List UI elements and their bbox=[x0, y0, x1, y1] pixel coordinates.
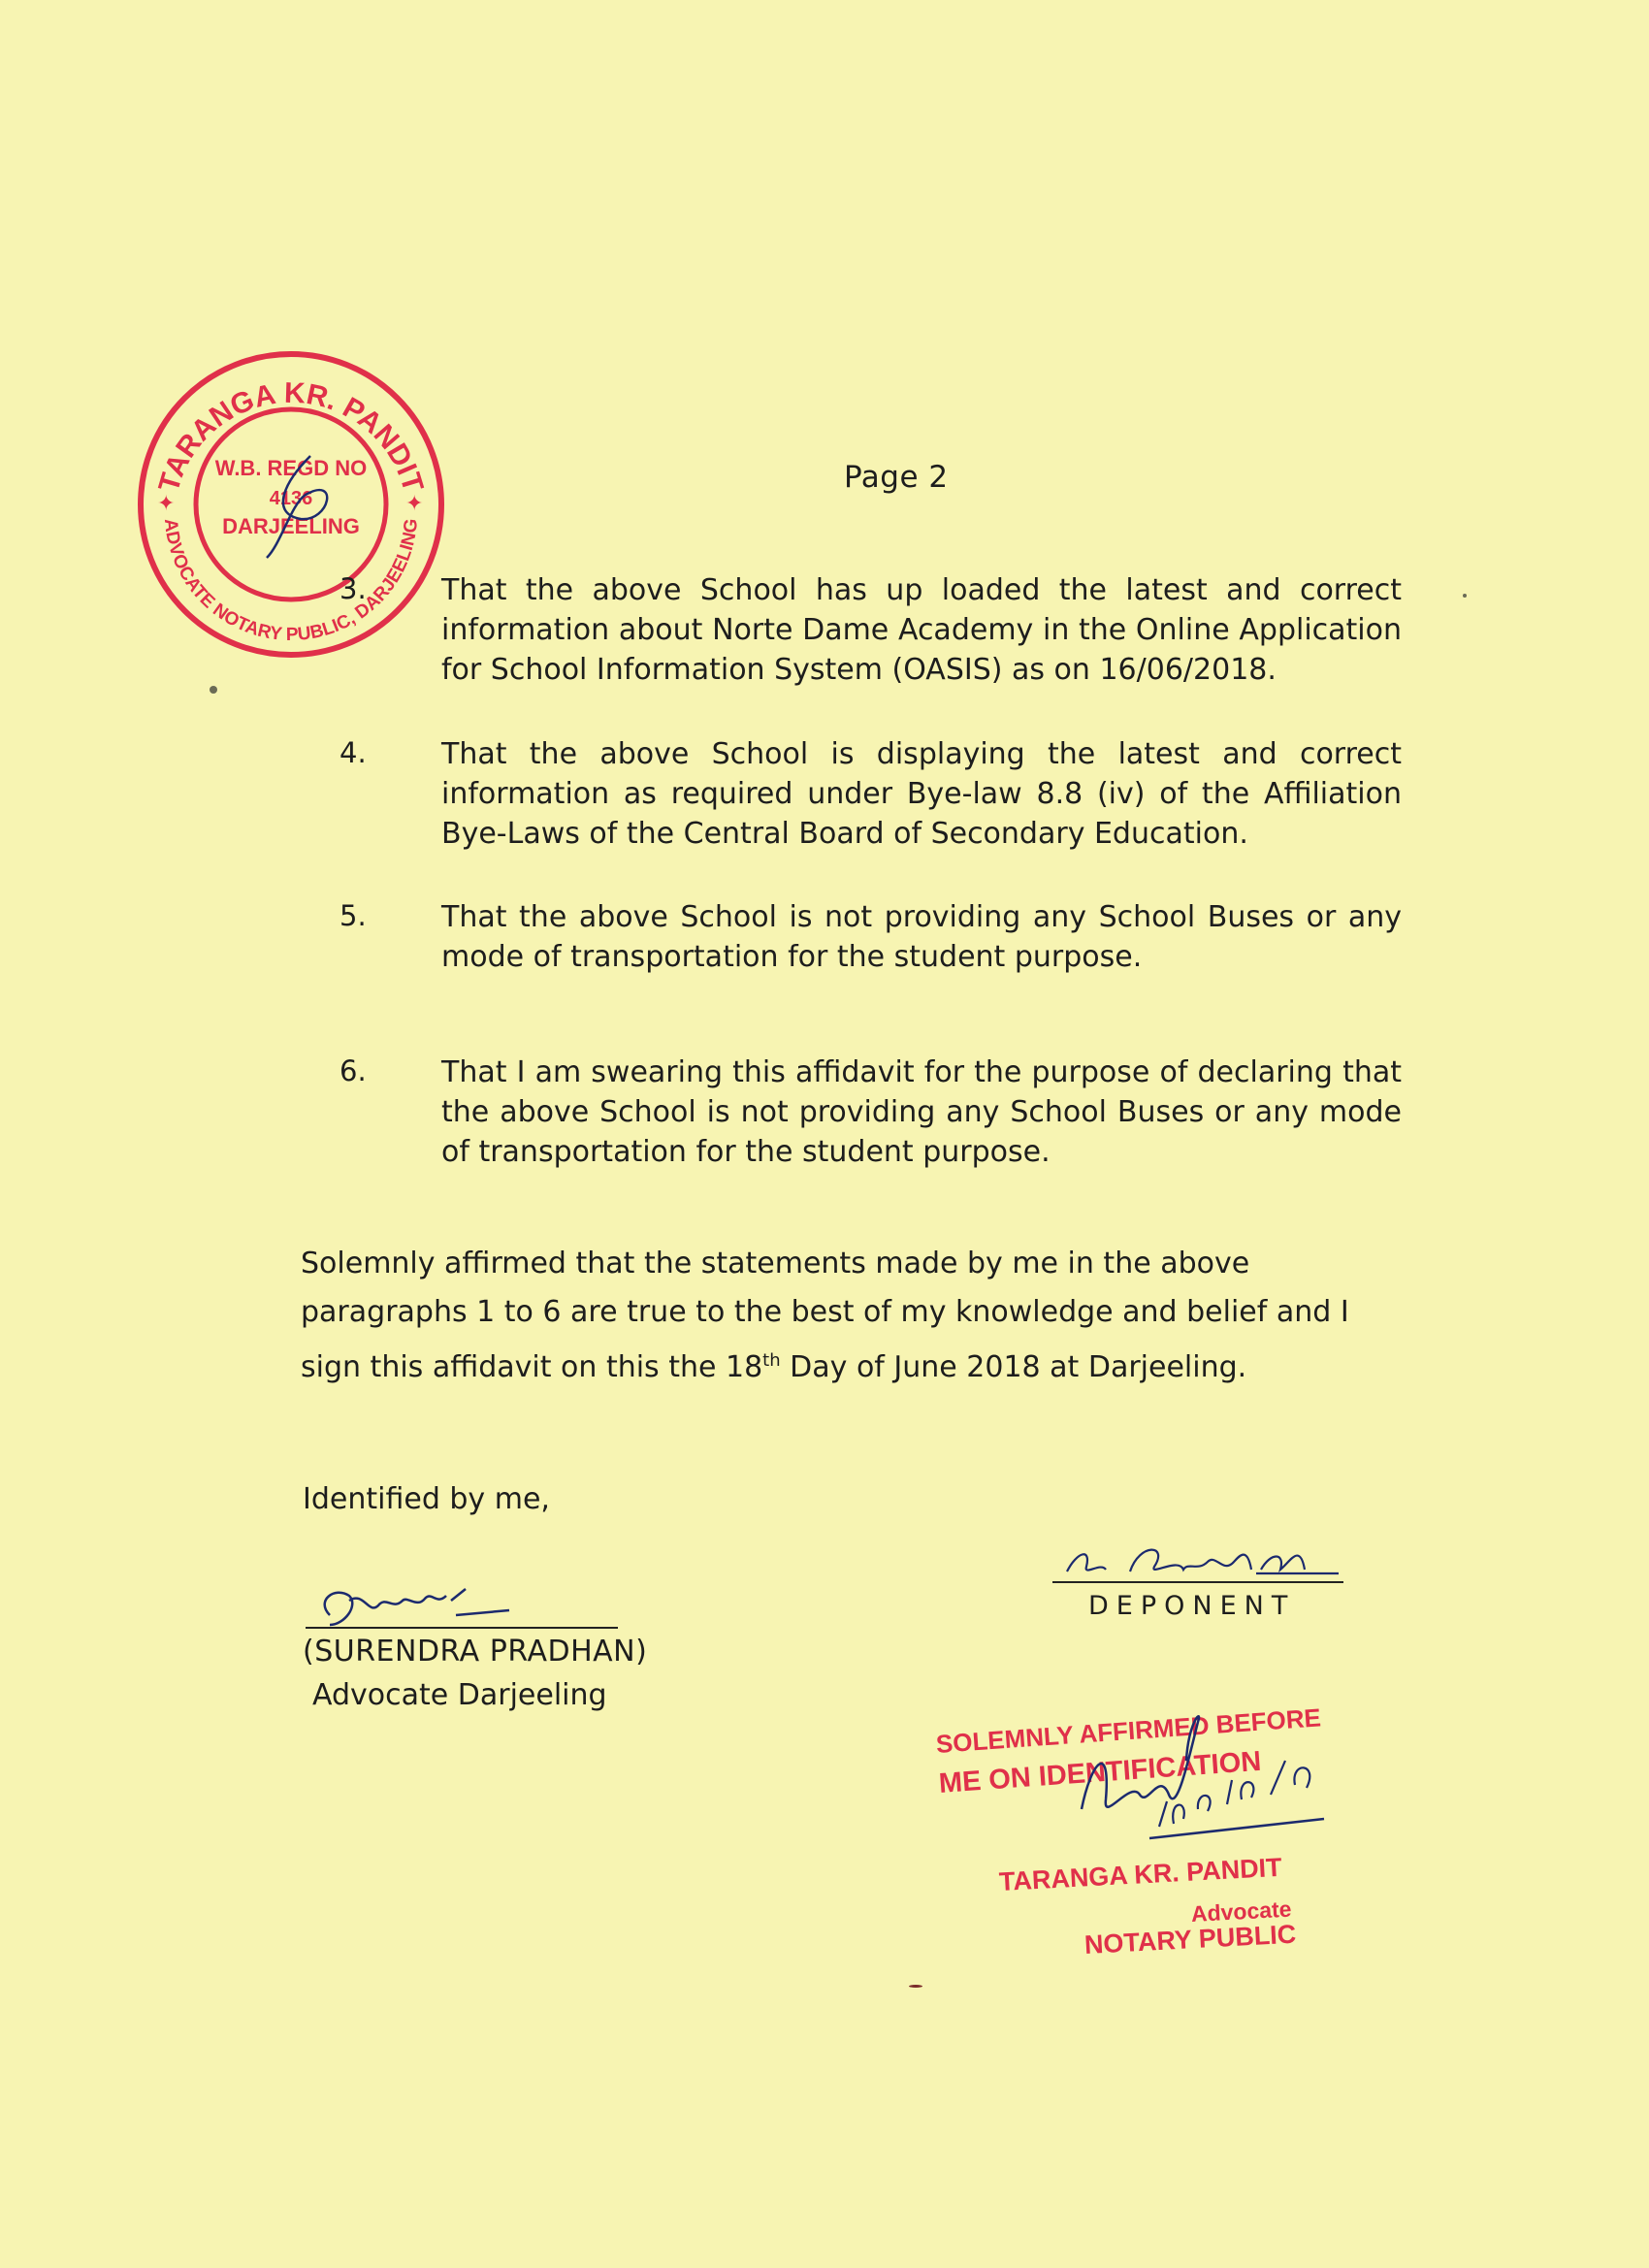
deponent-signature-line bbox=[1052, 1581, 1343, 1583]
seal-center-line-2: 4136 bbox=[269, 488, 313, 509]
seal-ring-bottom-text: ADVOCATE NOTARY PUBLIC, DARJEELING bbox=[159, 517, 423, 646]
paragraph-number: 5. bbox=[340, 899, 367, 932]
notary-stamp-line-5: NOTARY PUBLIC bbox=[1083, 1919, 1297, 1960]
paper-speck bbox=[909, 1985, 922, 1988]
paragraph-number: 6. bbox=[340, 1054, 367, 1087]
seal-star-right: ✦ bbox=[405, 492, 424, 516]
paper-speck bbox=[1463, 594, 1467, 598]
date-ordinal-suffix: th bbox=[762, 1350, 781, 1371]
notary-stamp-line-4: Advocate bbox=[1190, 1895, 1293, 1927]
seal-star-left: ✦ bbox=[157, 492, 176, 516]
affirmation-statement bbox=[301, 1240, 1406, 1392]
paragraph-text: That the above School is displaying the latest and correct information as required under Bye-law 8.8 (iv) of the Affiliation Bye-Laws of the Central Board of Secondary Education. bbox=[441, 737, 1402, 851]
seal-center-line-3: DARJEELING bbox=[222, 514, 360, 538]
paper-speck bbox=[210, 686, 217, 694]
paragraph-number: 3. bbox=[340, 572, 367, 605]
deponent-label: DEPONENT bbox=[1088, 1591, 1296, 1621]
notary-signature bbox=[1052, 1702, 1334, 1867]
seal-center-line-1: W.B. REGD NO bbox=[214, 456, 368, 480]
paragraph-text: That I am swearing this affidavit for the purpose of declaring that the above School is not providing any School Buses or any mode of transportation for the student purpose. bbox=[441, 1055, 1402, 1169]
advocate-signature bbox=[310, 1571, 524, 1639]
advocate-name: (SURENDRA PRADHAN) bbox=[303, 1635, 648, 1669]
affirmation-text-part-1: Solemnly affirmed that the statements made by me in the above paragraphs 1 to 6 are true to the best of my knowledge and belief and I sign this affidavit on this the 18 bbox=[301, 1247, 1349, 1384]
notary-stamp-line-1: SOLEMNLY AFFIRMED BEFORE bbox=[934, 1702, 1322, 1759]
identified-by-label: Identified by me, bbox=[303, 1482, 550, 1516]
notary-round-seal bbox=[136, 349, 446, 660]
affirmation-text-part-2: Day of June 2018 at Darjeeling. bbox=[780, 1350, 1247, 1384]
advocate-designation: Advocate Darjeeling bbox=[312, 1678, 607, 1712]
notary-stamp-line-2: ME ON IDENTIFICATION bbox=[937, 1745, 1263, 1799]
paragraph-text: That the above School is not providing any School Buses or any mode of transportation for the student purpose. bbox=[441, 900, 1402, 974]
paragraph-text: That the above School has up loaded the latest and correct information about Norte Dame Academy in the Online Application for School Information System (OASIS) as on 16/06/2018. bbox=[441, 573, 1402, 687]
page-number: Page 2 bbox=[844, 460, 949, 495]
seal-ring-top-text: TARANGA KR. PANDIT bbox=[152, 376, 430, 497]
advocate-signature-line bbox=[306, 1627, 618, 1629]
notary-stamp-line-3: TARANGA KR. PANDIT bbox=[998, 1852, 1283, 1896]
paragraph-number: 4. bbox=[340, 736, 367, 769]
deponent-signature bbox=[1062, 1533, 1343, 1586]
